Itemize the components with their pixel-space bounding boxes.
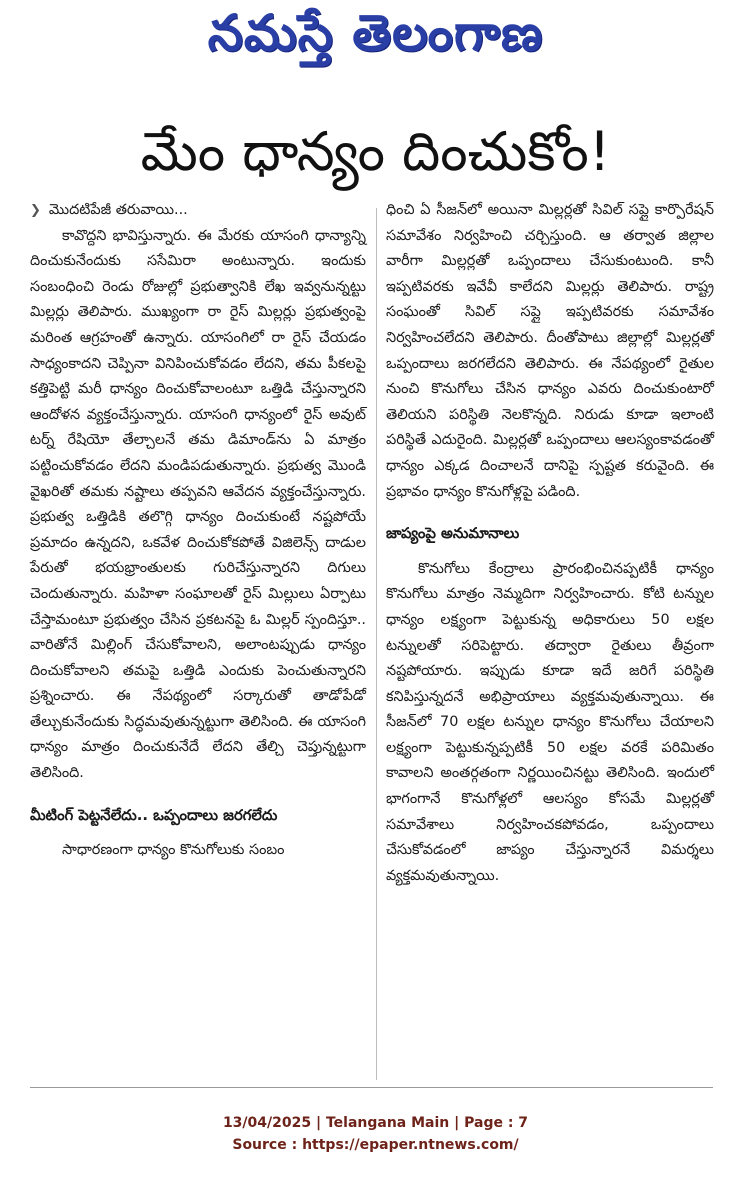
- continued-marker: [30, 198, 366, 224]
- left-subheading: మీటింగ్ పెట్టనేలేదు.. ఒప్పందాలు జరగలేదు: [30, 806, 278, 824]
- masthead-text: నమస్తే తెలంగాణ: [207, 4, 544, 62]
- footer-rule: [30, 1087, 713, 1088]
- article-headline: మేం ధాన్యం దించుకోం!: [140, 120, 611, 183]
- article-column-left: [30, 198, 366, 864]
- masthead-logo: [0, 0, 751, 90]
- source-link[interactable]: Source : https://epaper.ntnews.com/: [232, 1137, 519, 1153]
- footer: [0, 1112, 751, 1156]
- article-column-right: [386, 198, 714, 889]
- left-paragraph-2: సాధారణంగా ధాన్యం కొనుగోలుకు సంబం: [62, 842, 285, 859]
- right-paragraph-2: కొనుగోలు కేంద్రాలు ప్రారంభించినప్పటికీ ధాన్యం కొనుగోలు మాత్రం నెమ్మదిగా నిర్వహించారు. కోటి టన్నుల ధాన్యం లక్ష్యంగా పెట్టుకున్న అధికారులు 50 లక్షల టన్నులతో సరిపెట్టారు. తద్వారా రైతులు తీవ్రంగా నష్టపోయారు. ఇప్పుడు కూడా ఇదే జరిగే పరిస్థితి కనిపిస్తున్నదనే అభిప్రాయాలు వ్యక్తమవుతున్నాయి. ఈ సీజన్‌లో 70 లక్షల టన్నుల ధాన్యం కొనుగోలు చేయాలని లక్ష్యంగా పెట్టుకున్నప్పటికీ 50 లక్షల వరకే పరిమితం కావాలని అంతర్గతంగా నిర్ణయించినట్టు తెలిసింది. ఇందులో భాగంగానే కొనుగోళ్లలో ఆలస్యం కోసమే మిల్లర్లతో సమావేశాలు నిర్వహించకపోవడం, ఒప్పందాలు చేసుకోవడంలో జాప్యం చేస్తున్నారనే విమర్శలు వ్యక్తమవుతున్నాయి.: [386, 560, 714, 884]
- right-paragraph-1: ధించి ఏ సీజన్‌లో అయినా మిల్లర్లతో సివిల్ సప్లై కార్పొరేషన్ సమావేశం నిర్వహించి చర్చిస్తుంది. ఆ తర్వాత జిల్లాల వారీగా మిల్లర్లతో ఒప్పందాలు చేసుకుంటుంది. కానీ ఇప్పటివరకు ఇవేవీ కాలేదని మిల్లర్లు తెలిపారు. రాష్ట్ర సంఘంతో సివిల్ సప్లై ఇప్పటివరకు సమావేశం నిర్వహించలేదని తెలిపారు. దీంతోపాటు జిల్లాల్లో మిల్లర్లతో ఒప్పందాలు జరగలేదని తెలిపారు. ఈ నేపథ్యంలో రైతుల నుంచి కొనుగోలు చేసిన ధాన్యం ఎవరు దించుకుంటారో తెలియని పరిస్థితి నెలకొన్నది. నిరుడు కూడా ఇలాంటి పరిస్థితే ఎదురైంది. మిల్లర్లతో ఒప్పందాలు ఆలస్యంకావడంతో ధాన్యం ఎక్కడ దించాలనే దానిపై స్పష్టత కరువైంది. ఈ ప్రభావం ధాన్యం కొనుగోళ్లపై పడింది.: [386, 202, 714, 500]
- chevron-right-icon: ❯: [30, 203, 41, 218]
- continued-label: మొదటిపేజీ తరువాయి...: [48, 202, 188, 218]
- edition-info: 13/04/2025 | Telangana Main | Page : 7: [222, 1115, 529, 1131]
- column-divider: [376, 208, 377, 1080]
- right-subheading: జాప్యంపై అనుమానాలు: [386, 525, 520, 543]
- left-paragraph-1: కావొద్దని భావిస్తున్నారు. ఈ మేరకు యాసంగి ధాన్యాన్ని దించుకునేందుకు ససేమిరా అంటున్నారు. ఇందుకు సంబంధించి రెండు రోజుల్లో ప్రభుత్వానికి లేఖ ఇవ్వనున్నట్టు మిల్లర్లు తెలిపారు. ముఖ్యంగా రా రైస్ మిల్లర్లు ప్రభుత్వంపై మరింత ఆగ్రహంతో ఉన్నారు. యాసంగిలో రా రైస్ చేయడం సాధ్యంకాదని చెప్పినా వినిపించుకోవడం లేదని, తమ పీకలపై కత్తిపెట్టి మరీ ధాన్యం దించుకోవాలంటూ ఒత్తిడి చేస్తున్నారని ఆందోళన వ్యక్తంచేస్తున్నారు. యాసంగి ధాన్యంలో రైస్ అవుట్ టర్న్ రేషియో తేల్చాలనే తమ డిమాండ్‌ను ఏ మాత్రం పట్టించుకోవడం లేదని మండిపడుతున్నారు. ప్రభుత్వ మొండి వైఖరితో తమకు నష్టాలు తప్పవని ఆవేదన వ్యక్తంచేస్తున్నారు. ప్రభుత్వ ఒత్తిడికి తలొగ్గి ధాన్యం దించుకుంటే నష్టపోయే ప్రమాదం ఉన్నదని, ఒకవేళ దించుకోకపోతే విజిలెన్స్ దాడుల పేరుతో భయభ్రాంతులకు గురిచేస్తున్నారని దిగులు చెందుతున్నారు. మహిళా సంఘాలతో రైస్ మిల్లులు ఏర్పాటు చేస్తామంటూ ప్రభుత్వం చేసిన ప్రకటనపై ఓ మిల్లర్ స్పందిస్తూ.. వారితోనే మిల్లింగ్ చేసుకోవాలని, అలాంటప్పుడు ధాన్యం దించుకోవాలని తమపై ఒత్తిడి ఎందుకు పెంచుతున్నారని ప్రశ్నించారు. ఈ నేపథ్యంలో సర్కారుతో తాడోపేడో తేల్చుకునేందుకు సిద్ధమవుతున్నట్టుగా తెలిసింది. ఈ యాసంగి ధాన్యం మాత్రం దించుకునేదే లేదని తేల్చి చెప్తున్నట్టుగా తెలిసింది.: [30, 227, 366, 782]
